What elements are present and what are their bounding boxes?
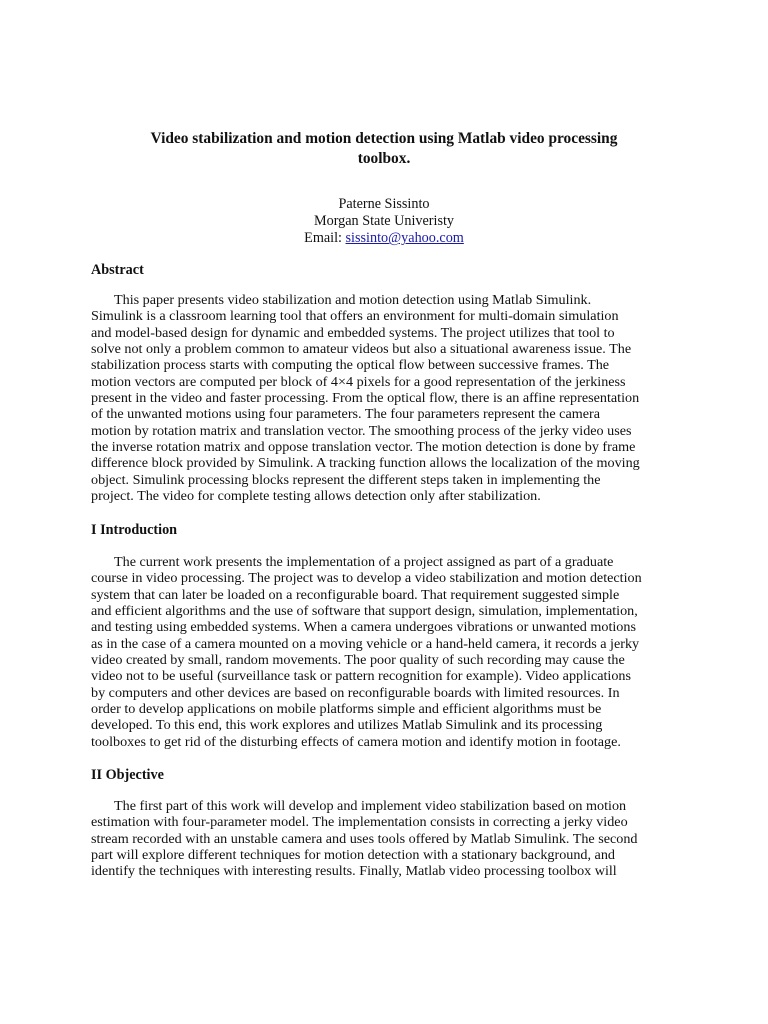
author-block (80, 196, 688, 248)
paragraph-line: video not to be useful (surveillance task or pattern recognition for example). Video applications (91, 668, 631, 685)
paragraph-line: The first part of this work will develop and implement video stabilization based on motion (114, 798, 627, 814)
objective-heading: II Objective (91, 767, 164, 783)
paragraph-line: toolboxes to get rid of the disturbing effects of camera motion and identify motion in footage. (91, 733, 621, 750)
paragraph-line: estimation with four-parameter model. The implementation consists in correcting a jerky video (91, 814, 628, 831)
paragraph-line: video created by small, random movements. The poor quality of such recording may cause the (91, 652, 625, 669)
paragraph-line: stabilization process starts with computing the optical flow between successive frames. The (91, 357, 610, 374)
paragraph-line: This paper presents video stabilization and motion detection using Matlab Simulink. (114, 292, 592, 308)
paragraph-line: motion vectors are computed per block of 4×4 pixels for a good representation of the jerkiness (91, 373, 626, 390)
paragraph-line: identify the techniques with interesting results. Finally, Matlab video processing toolbox will (91, 863, 617, 880)
abstract-heading: Abstract (91, 262, 144, 278)
objective-paragraph (91, 798, 688, 880)
paragraph-line: and testing using embedded systems. When a camera undergoes vibrations or unwanted motions (91, 619, 636, 636)
paragraph-line: solve not only a problem common to amateur videos but also a situational awareness issue. The (91, 341, 632, 358)
introduction-heading: I Introduction (91, 522, 178, 538)
paragraph-line: of the unwanted motions using four parameters. The four parameters represent the camera (91, 406, 601, 423)
paragraph-line: project. The video for complete testing allows detection only after stabilization. (91, 488, 541, 505)
paragraph-line: and model-based design for dynamic and embedded systems. The project utilizes that tool to (91, 324, 615, 341)
author-name: Paterne Sissinto (338, 196, 430, 212)
paragraph-line: by computers and other devices are based on reconfigurable boards with limited resources. In (91, 684, 620, 701)
paragraph-line: as in the case of a camera mounted on a moving vehicle or a hand-held camera, it records a jerky (91, 635, 640, 652)
paragraph-line: stream recorded with an unstable camera and uses tools offered by Matlab Simulink. The second (91, 830, 638, 847)
author-affiliation: Morgan State Univeristy (313, 213, 455, 230)
paragraph-line: system that can later be loaded on a reconfigurable board. That requirement suggested simple (91, 586, 620, 603)
paragraph-line: The current work presents the implementation of a project assigned as part of a graduate (114, 554, 614, 570)
paragraph-line: object. Simulink processing blocks represent the different steps taken in implementing the (91, 471, 601, 488)
email-label: Email: (304, 230, 346, 247)
paragraph-line: part will explore different techniques for motion detection with a stationary background, and (91, 847, 615, 864)
paragraph-line: and efficient algorithms and the use of software that support design, simulation, implementation, (91, 603, 638, 620)
email-link[interactable]: sissinto@yahoo.com (345, 230, 464, 247)
paragraph-line: the inverse rotation matrix and oppose translation vector. The motion detection is done by frame (91, 439, 636, 456)
title-line-1: Video stabilization and motion detection using Matlab video processing (150, 130, 618, 147)
paper-title (80, 129, 688, 169)
paragraph-line: motion by rotation matrix and translation vector. The smoothing process of the jerky video uses (91, 422, 632, 439)
paragraph-line: Simulink is a classroom learning tool that offers an environment for multi-domain simulation (91, 308, 619, 325)
author-email-line (80, 230, 688, 247)
paragraph-line: difference block provided by Simulink. A tracking function allows the localization of the moving (91, 455, 640, 472)
title-line-2: toolbox. (357, 150, 411, 167)
paragraph-line: present in the video and faster processing. From the optical flow, there is an affine representation (91, 390, 640, 407)
abstract-paragraph (91, 292, 688, 504)
introduction-paragraph (91, 554, 688, 750)
paragraph-line: developed. To this end, this work explores and utilizes Matlab Simulink and its processing (91, 717, 603, 734)
paragraph-line: course in video processing. The project was to develop a video stabilization and motion detection (91, 570, 642, 587)
paragraph-line: order to develop applications on mobile platforms simple and efficient algorithms must be (91, 701, 602, 718)
